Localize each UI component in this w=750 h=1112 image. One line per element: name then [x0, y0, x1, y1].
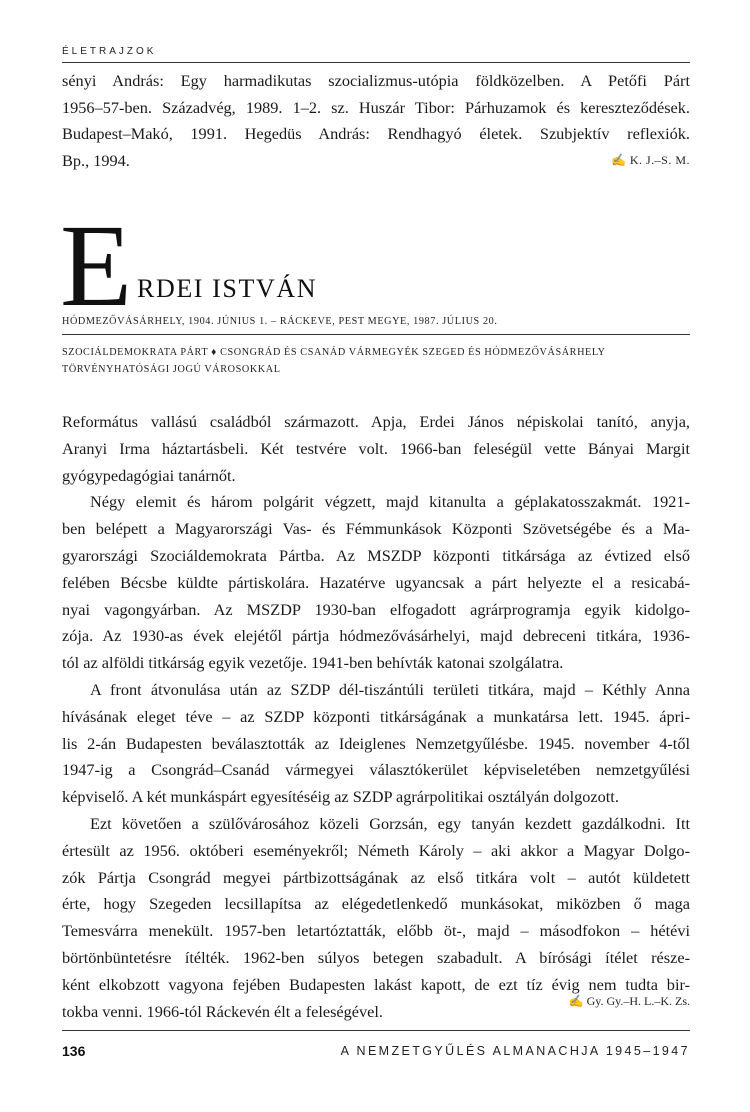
- previous-entry-signature: [611, 153, 690, 168]
- body-line: Ezt követően a szülővárosához közeli Gorzsán, egy tanyán kezdett gazdálkodni. Itt: [90, 813, 690, 833]
- body-line: A front átvonulása után az SZDP dél-tiszántúli területi titkára, majd – Kéthly Anna: [90, 679, 690, 699]
- body-line: Református vallású családból származott. Apja, Erdei János népiskolai tanító, anyja,: [62, 412, 690, 431]
- entry-signature: [569, 994, 690, 1009]
- bibliography-line: sényi András: Egy harmadikutas szocializmus-utópia földközelben. A Petőfi Párt: [62, 71, 690, 90]
- body-line: zók Pártja Csongrád megyei pártbizottságának az első titkára volt – autót küldetett: [62, 867, 690, 887]
- body-line: képviselő. A két munkáspárt egyesítéséig az SZDP agrárpolitikai osztályán dolgozott.: [62, 787, 619, 807]
- body-line: 1947-ig a Csongrád–Csanád vármegyei választókerület képviseletében nemzetgyűlési: [62, 760, 690, 780]
- pen-icon: ✍: [611, 153, 627, 167]
- affiliation-line: SZOCIÁLDEMOKRATA PÁRT ♦ CSONGRÁD ÉS CSANÁD VÁRMEGYÉK SZEGED ÉS HÓDMEZŐVÁSÁRHELY: [62, 347, 606, 358]
- page-number: 136: [62, 1043, 86, 1059]
- affiliation-line: TÖRVÉNYHATÓSÁGI JOGÚ VÁROSOKKAL: [62, 364, 281, 375]
- body-line: tokba venni. 1966-tól Ráckevén élt a feleségével.: [62, 1001, 383, 1021]
- running-head: ÉLETRAJZOK: [62, 46, 157, 57]
- bibliography-line: Budapest–Makó, 1991. Hegedüs András: Rendhagyó életek. Szubjektív reflexiók.: [62, 124, 690, 143]
- body-line: lis 2-án Budapesten beválasztották az Ideiglenes Nemzetgyűlésbe. 1945. november 4-től: [62, 733, 690, 753]
- previous-entry-bibliography: [62, 68, 690, 174]
- book-title: A NEMZETGYŰLÉS ALMANACHJA 1945–1947: [340, 1044, 690, 1058]
- body-line: Temesvárra menekült. 1957-ben letartóztatták, előbb öt-, majd – másodfokon – hétévi: [62, 921, 690, 941]
- body-line: Négy elemit és három polgárit végzett, majd kitanulta a géplakatosszakmát. 1921-: [90, 492, 690, 512]
- bibliography-line: 1956–57-ben. Századvég, 1989. 1–2. sz. Huszár Tibor: Párhuzamok és kereszteződések.: [62, 97, 690, 117]
- body-line: ként elkobzott vagyona fejében Budapesten lakást kapott, de ezt tíz évig nem tudta bir-: [62, 974, 690, 994]
- biography-text: [62, 409, 690, 1025]
- body-line: érte, hogy Szegeden lecsillapítsa az elégedetlenkedő munkásokat, miközben ő maga: [62, 894, 690, 914]
- signature-text: K. J.–S. M.: [629, 153, 690, 167]
- body-line: gyarországi Szociáldemokrata Pártba. Az MSZDP központi titkársága az évtized első: [62, 545, 690, 565]
- title-dropcap: E: [60, 200, 133, 331]
- bibliography-line: Bp., 1994.: [62, 150, 130, 170]
- body-line: gyógypedagógiai tanárnőt.: [62, 465, 236, 485]
- body-line: börtönbüntetésre ítélték. 1962-ben súlyos betegen szabadult. A bírósági ítélet része-: [62, 947, 690, 967]
- body-line: értesült az 1956. októberi eseményekről; Németh Károly – aki akkor a Magyar Dolgo-: [62, 840, 690, 860]
- body-line: zója. Az 1930-as évek elejétől pártja hódmezővásárhelyi, majd debreceni titkára, 1936-: [62, 626, 690, 646]
- entry-title: RDEI ISTVÁN: [137, 274, 318, 303]
- meta-rule: [62, 334, 690, 335]
- body-line: nyai vagongyárban. Az MSZDP 1930-ban elfogadott agrárprogramja egyik kidolgo-: [62, 599, 690, 619]
- birth-death-line: HÓDMEZŐVÁSÁRHELY, 1904. JÚNIUS 1. – RÁCKEVE, PEST MEGYE, 1987. JÚLIUS 20.: [62, 316, 498, 327]
- pen-icon: ✍: [568, 994, 584, 1008]
- body-line: ben belépett a Magyarországi Vas- és Fémmunkások Központi Szövetségébe és a Ma-: [62, 519, 690, 539]
- body-line: hívásának eleget téve – az SZDP központi titkárságának a munkatársa lett. 1945. ápri-: [62, 706, 690, 726]
- body-line: felében Bécsbe küldte pártiskolára. Hazatérve ugyancsak a párt helyezte el a resicabá-: [62, 572, 690, 592]
- header-rule: [62, 62, 690, 63]
- body-line: tól az alföldi titkárság egyik vezetője. 1941-ben behívták katonai szolgálatra.: [62, 653, 564, 673]
- body-line: Aranyi Irma háztartásbeli. Két testvére volt. 1966-ban feleségül vette Bányai Margit: [62, 438, 690, 458]
- signature-text: Gy. Gy.–H. L.–K. Zs.: [586, 994, 690, 1008]
- footer-rule: [62, 1030, 690, 1031]
